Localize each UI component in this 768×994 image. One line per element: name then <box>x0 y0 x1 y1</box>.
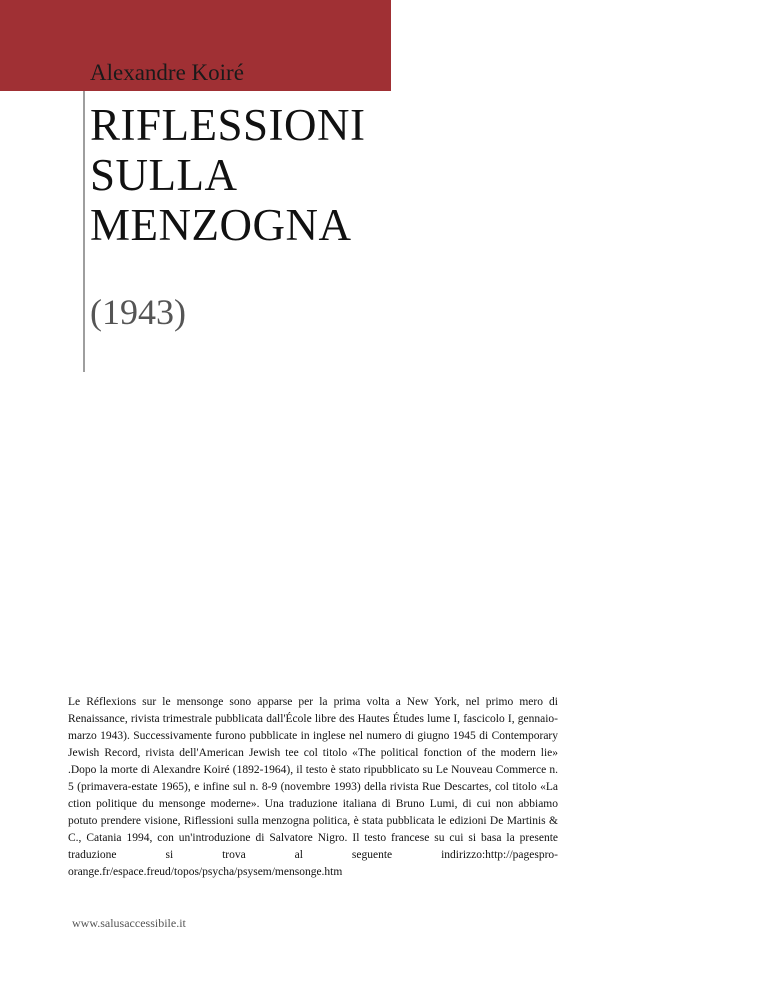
title-line-2: SULLA <box>90 150 238 200</box>
footer-website[interactable]: www.salusaccessibile.it <box>72 916 186 930</box>
document-title <box>90 100 366 250</box>
publication-year: (1943) <box>90 292 186 332</box>
publication-note: Le Réflexions sur le mensonge sono apparse per la prima volta a New York, nel primo mero di Renaissance, rivista trimestrale pubblicata dall'École libre des Hautes Études lume I, fascicolo I, gennaio-marzo 1943). Successivamente furono pubblicate in inglese nel numero di giugno 1945 di Contemporary Jewish Record, rivista dell'American Jewish tee col titolo «The political fonction of the modern lie» .Dopo la morte di Alexandre Koiré (1892-1964), il testo è stato ripubblicato su Le Nouveau Commerce n. 5 (primavera-estate 1965), e infine sul n. 8-9 (novembre 1993) della rivista Rue Descartes, col titolo «La ction politique du mensonge moderne». Una traduzione italiana di Bruno Lumi, di cui non abbiamo potuto prendere visione, Riflessioni sulla menzogna politica, è stata pubblicata le edizioni De Martinis & C., Catania 1994, con un'introduzione di Salvatore Nigro. Il testo francese su cui si basa la presente traduzione si trova al seguente indirizzo:http://pagespro-orange.fr/espace.freud/topos/psycha/psysem/mensonge.htm <box>68 696 558 878</box>
author-name: Alexandre Koiré <box>90 60 244 85</box>
title-line-1: RIFLESSIONI <box>90 100 366 150</box>
title-divider-line <box>83 91 85 372</box>
title-line-3: MENZOGNA <box>90 200 352 250</box>
